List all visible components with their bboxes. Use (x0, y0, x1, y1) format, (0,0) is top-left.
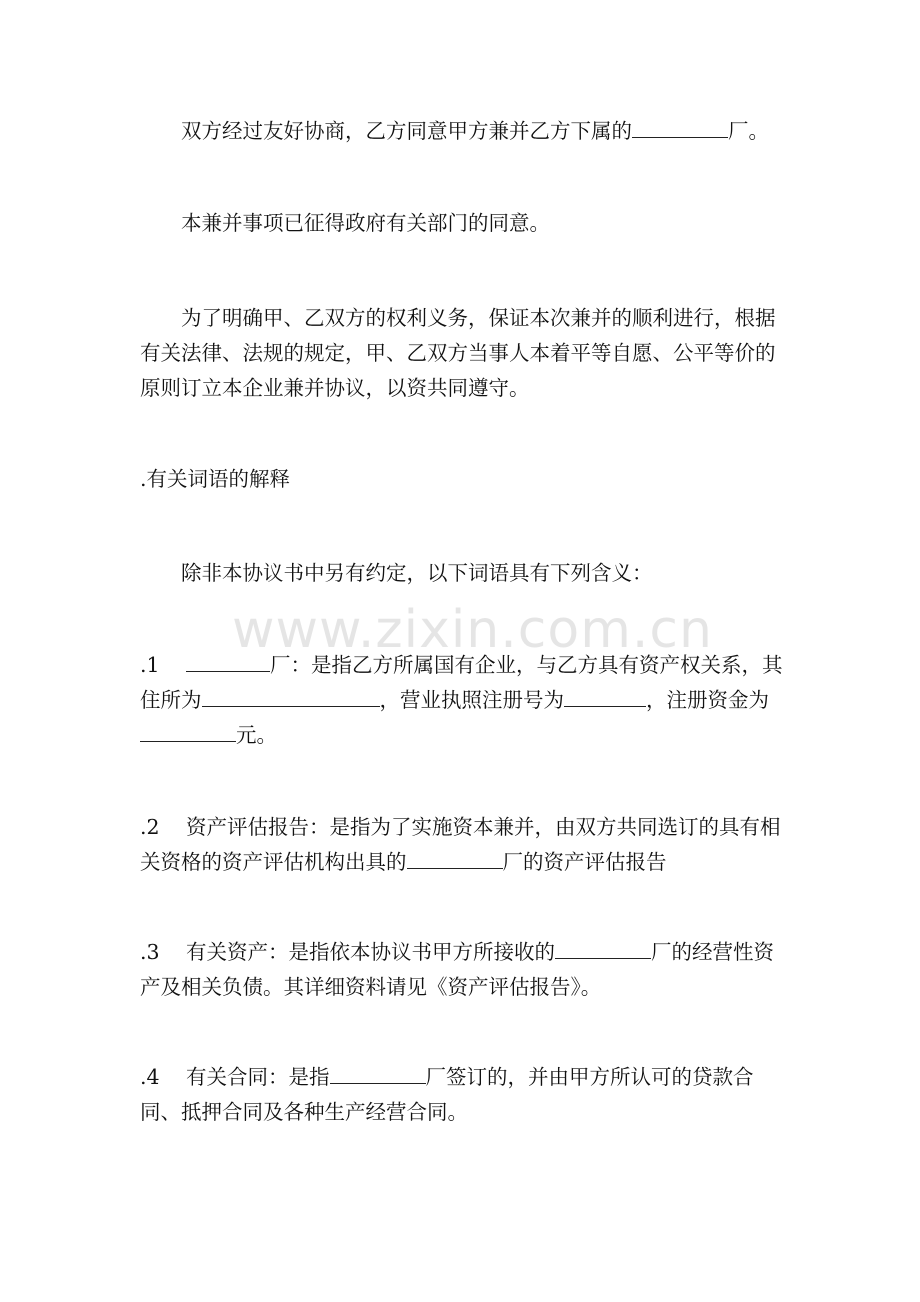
item-text: 有关合同：是指 (186, 1065, 330, 1089)
paragraph-merger-consent (140, 114, 790, 149)
item-text: 厂的经营性资产及相关负债。其详细资料请见《资产评估报告》。 (140, 940, 774, 999)
item-text: 资产评估报告：是指为了实施资本兼并，由双方共同选订的具有相关资格的资产评估机构出具的 (140, 815, 781, 874)
item-text: ，营业执照注册号为 (379, 688, 564, 712)
item-number: .3 (140, 940, 160, 964)
paragraph-text: 厂。 (728, 119, 769, 143)
blank-line (564, 686, 646, 707)
blank-line (140, 721, 236, 742)
definition-item-2 (140, 810, 790, 880)
item-text: ，注册资金为 (646, 688, 769, 712)
item-text: 有关资产：是指依本协议书甲方所接收的 (186, 940, 555, 964)
item-number: .4 (140, 1065, 160, 1089)
definition-item-1 (140, 648, 790, 753)
item-text: 元。 (236, 723, 277, 747)
blank-line (632, 117, 728, 138)
blank-line (186, 651, 270, 672)
definition-item-3 (140, 935, 790, 1005)
item-text: 厂：是指乙方所属国有企业，与乙方具有资产权关系，其住所为 (140, 653, 783, 712)
paragraph-definitions-intro: 除非本协议书中另有约定，以下词语具有下列含义： (181, 561, 653, 585)
blank-line (407, 848, 503, 869)
item-number: .2 (140, 815, 160, 839)
item-text: 厂的资产评估报告 (502, 850, 667, 874)
paragraph-government-approval: 本兼并事项已征得政府有关部门的同意。 (181, 211, 550, 235)
section-title: .有关词语的解释 (140, 467, 291, 491)
blank-line (555, 938, 651, 959)
paragraph-purpose: 为了明确甲、乙双方的权利义务，保证本次兼并的顺利进行，根据有关法律、法规的规定，甲、乙双方当事人本着平等自愿、公平等价的原则订立本企业兼并协议，以资共同遵守。 (140, 306, 776, 400)
blank-line (202, 686, 380, 707)
definition-item-4 (140, 1060, 790, 1130)
watermark: www.zixin.com.cn (232, 600, 713, 660)
item-number: .1 (140, 653, 160, 677)
paragraph-text: 双方经过友好协商，乙方同意甲方兼并乙方下属的 (181, 119, 632, 143)
blank-line (330, 1063, 426, 1084)
item-text: 厂签订的，并由甲方所认可的贷款合同、抵押合同及各种生产经营合同。 (140, 1065, 754, 1124)
